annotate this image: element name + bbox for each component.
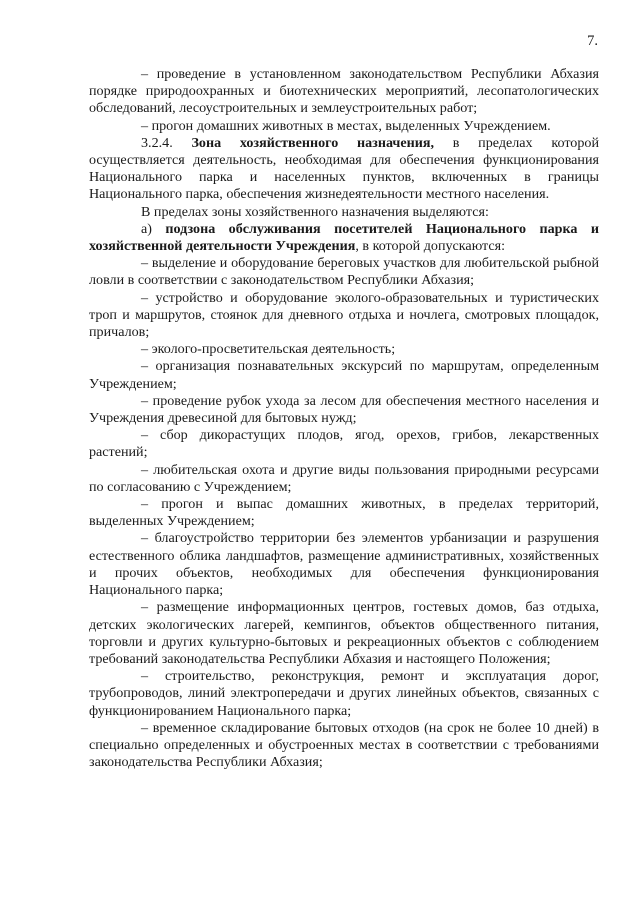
list-item: – любительская охота и другие виды пользования природными ресурсами по согласованию с Учреждением; [89,461,599,495]
subzone-prefix: а) [141,220,152,237]
section-title: Зона хозяйственного назначения, [191,134,435,151]
list-item: – благоустройство территории без элементов урбанизации и разрушения естественного облика ландшафтов, размещение административных, хозяйственных и прочих объектов, необходимых для обеспечения функционирования Национального парка; [89,530,599,599]
section-text: в пределах которой осуществляется деятельность, необходимая для обеспечения функционирования Национального парка и населенных пунктов, включенных в границы Национального парка, обеспечения жизнедеятельности местного населения. [89,134,599,203]
document-body [89,66,599,771]
page-number: 7. [587,33,598,49]
paragraph-item: – проведение в установленном законодательством Республики Абхазия порядке природоохранных и биотехнических мероприятий, лесопатологических обследований, лесоустроительных и землеустроительных работ; [89,66,599,117]
list-item: – временное складирование бытовых отходов (на срок не более 10 дней) в специально определенных и обустроенных местах в соответствии с требованиями законодательства Республики Абхазия; [89,719,599,771]
subzone-paragraph [89,221,599,255]
section-paragraph [89,135,599,204]
list-item: – прогон и выпас домашних животных, в пределах территорий, выделенных Учреждением; [89,496,599,530]
section-number: 3.2.4. [141,134,173,151]
subzone-title: подзона обслуживания посетителей Национального парка и хозяйственной деятельности Учреждения [89,220,599,255]
list-item: – размещение информационных центров, гостевых домов, баз отдыха, детских экологических лагерей, кемпингов, объектов общественного питания, торговли и других культурно-бытовых и рекреационных объектов с соблюдением требований законодательства Республики Абхазия и настоящего Положения; [89,599,599,667]
list-item: – эколого-просветительская деятельность; [141,341,396,358]
paragraph-text: В пределах зоны хозяйственного назначения выделяются: [141,203,489,220]
list-item: – устройство и оборудование эколого-образовательных и туристических троп и маршрутов, стоянок для дневного отдыха и ночлега, смотровых площадок, причалов; [89,289,599,341]
list-item: – сбор дикорастущих плодов, ягод, орехов, грибов, лекарственных растений; [89,427,599,461]
list-item: – организация познавательных экскурсий по маршрутам, определенным Учреждением; [89,358,599,392]
subzone-text: , в которой допускаются: [355,238,506,255]
list-item: – строительство, реконструкция, ремонт и эксплуатация дорог, трубопроводов, линий электропередачи и других линейных объектов, связанных с функционированием Национального парка; [89,668,599,719]
list-item: – проведение рубок ухода за лесом для обеспечения местного населения и Учреждения древесиной для бытовых нужд; [89,392,599,427]
list-item: – выделение и оборудование береговых участков для любительской рыбной ловли в соответствии с законодательством Республики Абхазия; [89,255,599,289]
paragraph-item: – прогон домашних животных в местах, выделенных Учреждением. [141,117,551,134]
